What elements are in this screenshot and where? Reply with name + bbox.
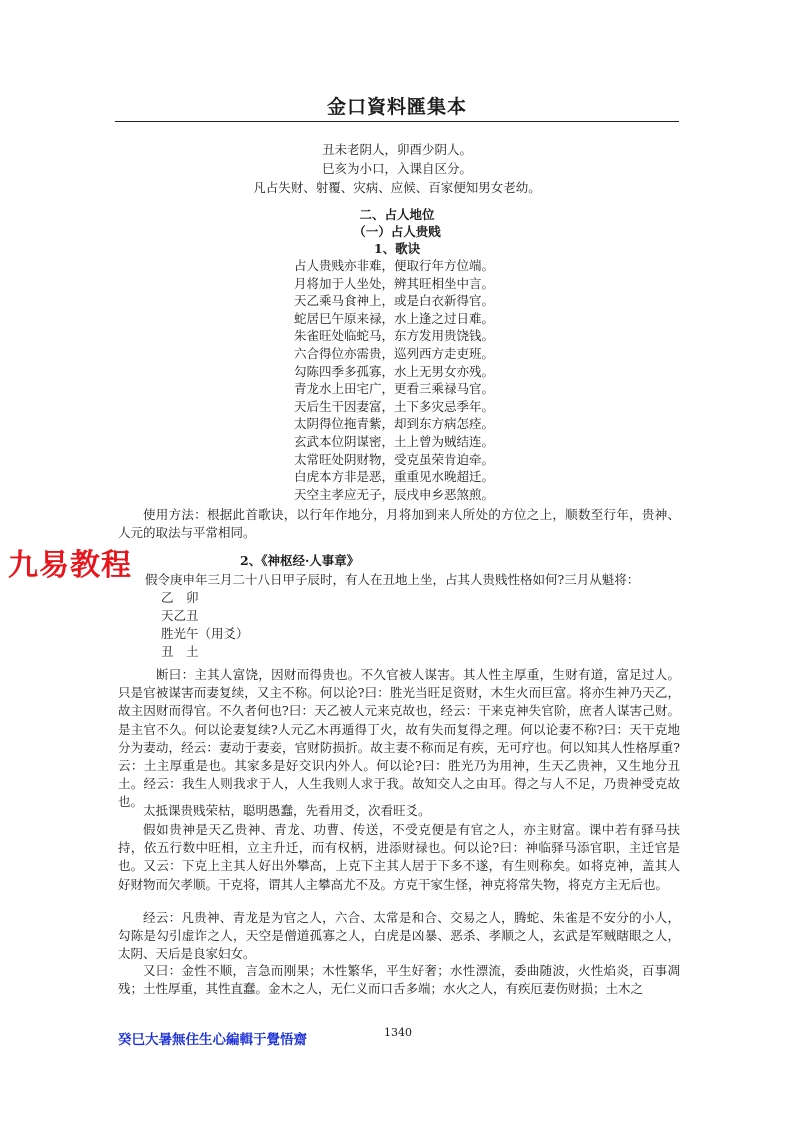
header-rule: [115, 121, 679, 122]
poem-line: 天后生干因妻富，土下多灾忌季年。: [294, 398, 495, 414]
case-intro: 假令庚申年三月二十八日甲子辰时，有人在丑地上坐，占其人贵贱性格如何?三月从魁将：: [145, 572, 640, 587]
poem-line: 月将加于人坐处，辨其旺相坐中言。: [294, 275, 495, 291]
poem-line: 青龙水上田宅广，更看三乘禄马官。: [294, 381, 495, 397]
body-paragraph: 太抵课贵贱荣枯，聪明愚蠢，先看用爻，次看旺爻。: [143, 803, 431, 818]
case-heading: 2、《神枢经·人事章》: [240, 553, 360, 568]
case-line: 胜光午（用爻）: [161, 626, 249, 641]
body-paragraph: 假如贵神是天乙贵神、青龙、功曹、传送，不受克便是有官之人，亦主财富。课中若有驿马扶持，依五行数中旺相，立主升迁，而有权柄，进添财禄也。何以论?曰：神临驿马添官职，主迁官是也。又云：下克上主其人好出外攀高，上克下主其人居于下多不遂，有生则称矣。如将克神，盖其人好财物而欠孝顺。干克将，谓其人主攀高尤不及。方克干家生怪，神克将常失物，将克方主无后也。: [118, 822, 680, 892]
sub-subsection-heading: 1、歌诀: [373, 241, 421, 256]
poem-line: 勾陈四季多孤寡，水上无男女亦残。: [294, 363, 495, 379]
poem-line: 太阴得位拖青紫，却到东方病怎痊。: [294, 416, 495, 432]
poem-verse: [294, 257, 494, 503]
intro-line: 巳亥为小口，入课自区分。: [321, 161, 472, 176]
watermark-logo: 九易教程: [8, 548, 132, 583]
page-number: 1340: [384, 1026, 412, 1039]
poem-line: 天空主孝应无子，辰戌申乡恶煞煎。: [294, 486, 495, 502]
intro-line: 凡占失财、射覆、灾病、应候、百家便知男女老幼。: [253, 180, 541, 195]
case-line: 丑 土: [161, 644, 199, 659]
usage-paragraph: 使用方法：根据此首歌诀，以行年作地分，月将加到来人所处的方位之上，顺数至行年，贵神、人元的取法与平常相同。: [118, 507, 680, 541]
body-paragraph: 断曰：主其人富饶，因财而得贵也。不久官被人谋害。其人性主厚重，生财有道，富足过人。只是官被谋害而妻复续，又主不称。何以论?曰：胜光当旺足资财，木生火而巨富。将亦生神乃天乙，故主因财而得官。不久者何也?曰：天乙被人元来克故也，经云：干来克神失官阶，庶者人谋害己财。是主官不久。何以论妻复续?人元乙木再遁得丁火，故有失而复得之理。何以论妻不称?曰：天干克地分为妻动，经云：妻动于妻妾，官财防损折。故主妻不称而足有疾，无可疗也。何以知其人性格厚重?云：土主厚重是也。其家多是好交识内外人。何以论?曰：胜光乃为用神，生天乙贵神，又生地分丑土。经云：我生人则我求于人，人生我则人求于我。故知交人之由耳。得之与人不足，乃贵神受克故也。: [118, 667, 680, 810]
poem-line: 玄武本位阴谋密，土上曾为贼结连。: [294, 433, 495, 449]
poem-line: 朱雀旺处临蛇马，东方发用贵饶钱。: [294, 328, 495, 344]
case-line: 天乙丑: [161, 608, 199, 623]
poem-line: 天乙乘马食神上，或是白衣新得官。: [294, 293, 495, 309]
page-header-title: 金口資料匯集本: [326, 96, 467, 118]
intro-line: 丑未老阴人，卯酉少阴人。: [321, 142, 472, 157]
intro-verse: [115, 140, 679, 197]
poem-line: 六合得位亦需贵，巡列西方走吏班。: [294, 345, 495, 361]
footer-editor-note: 癸巳大暑無住生心編輯于覺悟齋: [118, 1032, 307, 1048]
poem-line: 蛇居巳午原来禄，水上逢之过日难。: [294, 310, 495, 326]
poem-line: 白虎本方非是恶，重重见水晚超迁。: [294, 469, 495, 485]
section-heading: 二、占人地位: [359, 207, 435, 222]
body-paragraph: 经云：凡贵神、青龙是为官之人，六合、太常是和合、交易之人，腾蛇、朱雀是不安分的小人，勾陈是勾引虚诈之人，天空是僧道孤寡之人，白虎是凶暴、恶杀、孝顺之人，玄武是军贼瞎眼之人，太阴、天后是良家妇女。: [118, 910, 680, 962]
case-line: 乙 卯: [161, 590, 199, 605]
poem-line: 太常旺处阴财物，受克虽荣肯迫牵。: [294, 451, 495, 467]
subsection-heading: （一）占人贵贱: [353, 224, 441, 239]
body-paragraph: 又曰：金性不顺，言急而刚果；木性繁华，平生好奢；水性漂流，委曲随波，火性焰炎，百事凋残；土性厚重，其性直蠢。金木之人，无仁义而口舌多端；水火之人，有疾厄妻伤财损；土木之: [118, 963, 680, 997]
poem-line: 占人贵贱亦非难，便取行年方位端。: [294, 258, 495, 273]
case-example: [145, 571, 639, 661]
